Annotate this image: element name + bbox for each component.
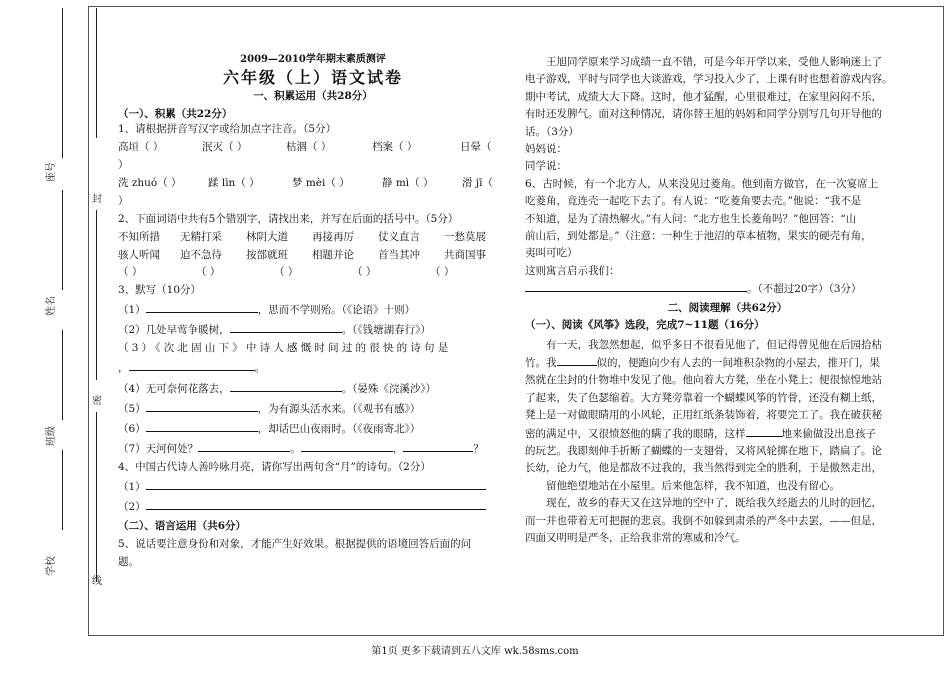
section2-title: 二、阅读理解（共62分） (667, 301, 788, 314)
section1-title: 一、积累运用（共28分） (253, 90, 373, 102)
q2-word: 林阴大道 (246, 231, 288, 243)
answer-blank[interactable] (146, 498, 486, 510)
q2-brackets (118, 265, 508, 280)
q4-prompt: 4、中国古代诗人善吟咏月亮，请你写出两句含“月”的诗句。（2分） (118, 461, 431, 473)
q1-item[interactable]: 蹂 lìn（ ） (208, 177, 260, 189)
line-label: 线 (92, 576, 102, 587)
name-label: 姓名 (46, 296, 57, 316)
context-text: 话。（3分） (525, 125, 579, 138)
left-column (118, 52, 508, 570)
passage-text: 有一天，我忽然想起，似乎多日不很看见他了，但记得曾见他在后园拾枯 (546, 338, 882, 351)
seat-blank[interactable] (62, 8, 63, 158)
reading1-title: （一）、阅读《风筝》选段，完成7~11题（16分） (525, 319, 765, 332)
q1-row2 (118, 176, 508, 191)
answer-blank[interactable] (146, 420, 258, 432)
q1-item[interactable]: 泯灭（ ） (202, 141, 248, 153)
passage-text: 的玩艺。我即刻伸手折断了蝴蝶的一支翅骨，又将风轮掷在地下，踏扁了。论 (525, 444, 882, 457)
q6-text: 夷叫可吃） (525, 247, 578, 260)
q6-text: 不知道，是为了清热解火。”有人问：“北方也生长菱角吗？”他回答：“山 (525, 212, 857, 225)
q2-word: 相题并论 (312, 249, 354, 261)
seal-label: 封 (92, 194, 102, 205)
class-label: 班级 (46, 426, 57, 446)
q1-item[interactable]: 滑 jī（ (462, 177, 493, 189)
q1-item[interactable]: 枯涸（ ） (286, 141, 332, 153)
q3-line6: （6） ，却话巴山夜雨时。（《夜雨寄北》） (118, 420, 508, 437)
mom-says[interactable]: 妈妈说： (525, 143, 567, 156)
name-blank[interactable] (62, 190, 63, 290)
binding-line (96, 412, 97, 582)
binding-line (96, 8, 97, 138)
part1-title: （一）、积累（共22分） (118, 108, 233, 120)
q2-row2 (118, 248, 508, 263)
page-footer: 第1页 更多下载请到五八文库 wk.58sms.com (371, 646, 579, 657)
passage-text: 然就在尘封的什物堆中发见了他。他向着大方凳，坐在小凳上；便很惊惶地站 (525, 374, 882, 387)
part2-title: （二）、语言运用（共6分） (118, 520, 247, 532)
q1-item[interactable]: 高垣（ ） (118, 141, 164, 153)
q6-text: 吃菱角，竟连壳一起吃下去了。有人说：“吃菱角要去壳。”他说：“我不是 (525, 195, 862, 208)
answer-blank[interactable] (230, 380, 342, 392)
passage-text: 竹。我 似的，便跑向少有人去的一间堆积杂物的小屋去，推开门，果 (525, 354, 930, 372)
secret-label: 密 (92, 396, 102, 407)
q6-text: 6、古时候，有一个北方人，从来没见过菱角。他到南方做官，在一次宴席上 (525, 177, 879, 190)
passage-text: 长幼，论力气，他是都敌不过我的，我当然得到完全的胜利，于是傲然走出， (525, 462, 882, 475)
main-title: 六年级（上）语文试卷 (222, 68, 403, 87)
q1-item[interactable]: 静 mì（ ） (382, 177, 434, 189)
q3-line3-blank: ， 。 (118, 359, 508, 376)
passage-text: 而一并也带着无可把握的悲哀。我倒不如躲到肃杀的严冬中去罢，——但是， (525, 514, 882, 527)
q2-answer[interactable]: （ ） (430, 266, 455, 278)
q2-word: 首当其冲 (378, 249, 420, 261)
q6-text: 前山后，到处都是。”（注意：一种生于池沼的草本植物，果实的硬壳有角， (525, 230, 872, 243)
answer-blank[interactable] (557, 354, 597, 366)
q1-item[interactable]: 档案（ ） (372, 141, 418, 153)
answer-blank[interactable] (525, 280, 747, 292)
context-text: 电子游戏，平时与同学也大谈游戏，学习投入少了，上课有时也想着游戏内容。 (525, 73, 893, 86)
classmate-says[interactable]: 同学说： (525, 160, 567, 173)
q2-answer[interactable]: （ ） (352, 266, 377, 278)
q2-prompt: 2、下面词语中共有5个错别字，请找出来，并写在后面的括号中。（5分） (118, 213, 459, 225)
q6-answer-line: 。（不超过20字）（3分） (525, 280, 930, 298)
q3-line1: （1） ，思而不学则殆。（《论语》十则） (118, 301, 508, 318)
q3-line2: （2）几处早莺争暖树， 。（《钱塘湖春行》） (118, 321, 508, 338)
answer-blank[interactable] (746, 425, 782, 437)
q4-line2: （2） (118, 498, 508, 515)
passage-text: 留他绝望地站在小屋里。后来他怎样，我不知道，也没有留心。 (546, 479, 840, 492)
right-column (525, 54, 930, 547)
q1-item[interactable]: 梦 mèi（ ） (292, 177, 350, 189)
answer-blank[interactable] (301, 440, 393, 452)
school-label: 学校 (46, 556, 57, 576)
q2-word: 按部就班 (246, 249, 288, 261)
q1-row1 (118, 140, 508, 155)
answer-blank[interactable] (198, 440, 290, 452)
q5-prompt: 5、说话要注意身份和对象，才能产生好效果。根据提供的语境回答后面的问 (118, 538, 472, 550)
q1-item[interactable]: 日晕（ (460, 141, 492, 153)
q1-prompt: 1、请根据拼音写汉字或给加点字注音。（5分） (118, 123, 337, 135)
q2-word: 无精打采 (180, 231, 222, 243)
q2-word: 仗义直言 (378, 231, 420, 243)
context-text: 期中考试，成绩大大下降。这时，他才猛醒，心里很难过，在家里闷闷不乐， (525, 90, 882, 103)
q3-line7: （7）天河何处？ 。 ， ？ (118, 440, 508, 457)
q1-close2: ） (118, 195, 129, 207)
q2-answer[interactable]: （ ） (274, 266, 299, 278)
q2-word: 共商国事 (444, 249, 486, 261)
answer-blank[interactable] (403, 440, 473, 452)
q2-word: 迫不急待 (180, 249, 222, 261)
q2-answer[interactable]: （ ） (196, 266, 221, 278)
context-text: 王旭同学原来学习成绩一直不错，可是今年开学以来，受他人影响迷上了 (546, 56, 882, 68)
passage-text: 现在，故乡的春天又在这异地的空中了，既给我久经逝去的儿时的回忆， (546, 497, 882, 510)
q5-prompt-cont: 题。 (118, 556, 139, 568)
seat-no-label: 座号 (46, 162, 57, 182)
q3-line5: （5） ，为有源头活水来。（《观书有感》） (118, 400, 508, 417)
answer-blank[interactable] (129, 359, 255, 371)
class-blank[interactable] (62, 330, 63, 420)
q1-item[interactable]: 洗 zhuó（ ） (118, 177, 182, 189)
passage-text: 四面又明明是严冬，正给我非常的寒威和冷气。 (525, 531, 746, 544)
answer-blank[interactable] (230, 321, 342, 333)
q2-word: 不知所措 (118, 231, 160, 243)
q3-line4: （4）无可奈何花落去， 。（晏殊《浣溪沙》） (118, 380, 508, 397)
passage-text: 凳上是一对做眼睛用的小风轮，正用红纸条装饰着，将要完工了。我在破获秘 (525, 409, 882, 422)
q2-word: 一愁莫展 (444, 231, 486, 243)
passage-text: 密的满足中，又很愤怒他的瞒了我的眼睛，这样 地来偷做没出息孩子 (525, 425, 930, 443)
school-blank[interactable] (62, 450, 63, 530)
q4-line1: （1） (118, 478, 508, 495)
binding-line (96, 210, 97, 380)
answer-blank[interactable] (146, 478, 486, 490)
q2-word: 骇人听闻 (118, 249, 160, 261)
answer-blank[interactable] (146, 301, 258, 313)
q2-answer[interactable]: （ ） (118, 266, 143, 278)
q6-prompt: 这则寓言启示我们： (525, 264, 620, 277)
context-text: 有时还发脾气。面对这种情况，请你替王旭的妈妈和同学分别写几句开导他的 (525, 108, 882, 121)
q2-row1 (118, 230, 508, 245)
answer-blank[interactable] (146, 400, 258, 412)
q3-prompt: 3、默写（10分） (118, 284, 202, 296)
year-title: 2009—2010学年期末素质测评 (240, 54, 386, 65)
q3-line3: （3）《次北固山下》中诗人感慨时间过的很快的诗句是 (118, 342, 452, 354)
passage-text: 了起来，失了色瑟缩着。大方凳旁靠着一个蝴蝶风筝的竹骨，还没有糊上纸， (525, 391, 882, 404)
q1-close: ） (118, 159, 129, 171)
q2-word: 再接再厉 (312, 231, 354, 243)
